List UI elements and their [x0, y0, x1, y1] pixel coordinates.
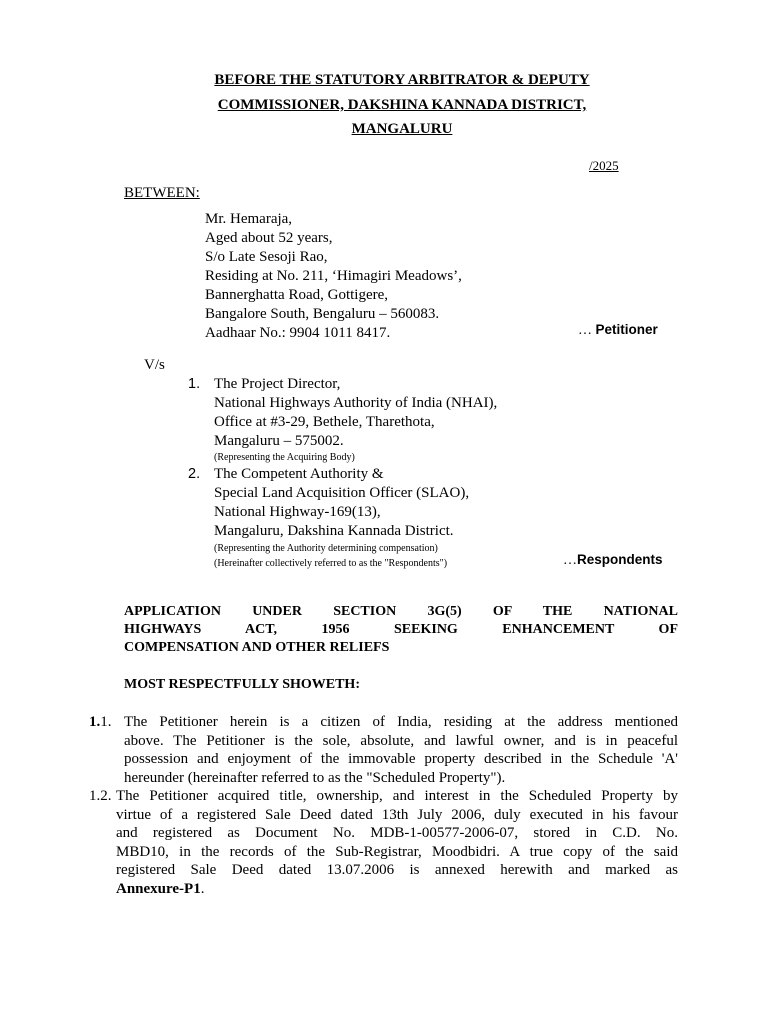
paragraph-line: possession and enjoyment of the immovable property described in the Schedule 'A': [124, 751, 678, 767]
showeth-heading: MOST RESPECTFULLY SHOWETH:: [124, 677, 360, 692]
paragraph-1-2-number: 1.2.: [89, 788, 112, 804]
application-title-line-1: APPLICATION UNDER SECTION 3G(5) OF THE NATIONAL: [124, 604, 678, 619]
respondent-note: (Representing the Acquiring Body): [214, 452, 355, 463]
respondent-line: National Highways Authority of India (NHAI),: [214, 395, 498, 411]
respondent-collective-note: (Hereinafter collectively referred to as the "Respondents"): [214, 558, 448, 569]
paragraph-number-rest: 1.: [100, 714, 112, 730]
court-title-line-3: MANGALURU: [351, 121, 453, 137]
petitioner-line: Mr. Hemaraja,: [205, 211, 293, 227]
respondent-1-details: [214, 375, 497, 464]
paragraph-line: MBD10, in the records of the Sub-Registrar, Moodbidri. A true copy of the said: [116, 843, 678, 860]
petitioner-role-label: Petitioner: [595, 322, 658, 337]
role-dots: …: [578, 323, 596, 338]
respondent-line: National Highway-169(13),: [214, 504, 381, 520]
application-title-line-3: COMPENSATION AND OTHER RELIEFS: [124, 640, 390, 655]
paragraph-line: and registered as Document No. MDB-1-00577-2006-07, stored in C.D. No.: [116, 825, 678, 841]
paragraph-line: The Petitioner herein is a citizen of India, residing at the address mentioned: [124, 714, 678, 730]
court-title-line-1: BEFORE THE STATUTORY ARBITRATOR & DEPUTY: [214, 72, 590, 88]
case-number: /2025: [589, 158, 619, 173]
respondent-line: Office at #3-29, Bethele, Tharethota,: [214, 414, 435, 430]
respondent-note: (Representing the Authority determining compensation): [214, 543, 438, 554]
petitioner-line: Bannerghatta Road, Gottigere,: [205, 287, 389, 303]
petitioner-line: Residing at No. 211, ‘Himagiri Meadows’,: [205, 268, 462, 284]
court-title-line-2: COMMISSIONER, DAKSHINA KANNADA DISTRICT,: [217, 97, 587, 113]
paragraph-line: hereunder (hereinafter referred to as the "Scheduled Property").: [124, 769, 506, 786]
respondent-line: Mangaluru, Dakshina Kannada District.: [214, 523, 454, 539]
respondent-2-details: [214, 465, 469, 571]
paragraph-line: above. The Petitioner is the sole, absolute, and lawful owner, and is in peaceful: [124, 732, 678, 749]
petitioner-line: Aged about 52 years,: [205, 230, 333, 246]
between-label: BETWEEN:: [124, 185, 200, 201]
petitioner-line: Aadhaar No.: 9904 1011 8417.: [205, 325, 391, 341]
paragraph-number-bold: 1.: [89, 714, 101, 730]
versus-label: V/s: [144, 357, 165, 373]
paragraph-line: The Petitioner acquired title, ownership, and interest in the Scheduled Property by: [116, 788, 678, 804]
paragraph-line: registered Sale Deed dated 13.07.2006 is annexed herewith and marked as: [116, 862, 678, 878]
respondents-role: [563, 552, 663, 569]
petitioner-line: Bangalore South, Bengaluru – 560083.: [205, 306, 440, 322]
petitioner-role: [578, 322, 658, 339]
sentence-end: .: [200, 880, 205, 897]
respondent-2-number: 2.: [188, 466, 201, 482]
paragraph-line: [116, 880, 678, 899]
respondents-role-label: Respondents: [577, 552, 663, 567]
application-title-line-2: HIGHWAYS ACT, 1956 SEEKING ENHANCEMENT OF: [124, 622, 678, 637]
paragraph-1-1: [124, 713, 678, 787]
paragraph-1-2: [116, 787, 678, 898]
paragraph-line: virtue of a registered Sale Deed dated 13th July 2006, duly executed in his favour: [116, 806, 678, 823]
respondent-line: Special Land Acquisition Officer (SLAO),: [214, 485, 470, 501]
respondent-1-number: 1.: [188, 376, 201, 392]
respondent-line: The Project Director,: [214, 376, 341, 392]
role-dots: …: [563, 553, 577, 568]
respondent-line: Mangaluru – 575002.: [214, 433, 344, 449]
petitioner-details: [205, 210, 462, 343]
respondent-line: The Competent Authority &: [214, 466, 384, 482]
paragraph-1-1-number: [89, 713, 112, 732]
annexure-reference: Annexure-P1: [116, 880, 201, 897]
petitioner-line: S/o Late Sesoji Rao,: [205, 249, 328, 265]
